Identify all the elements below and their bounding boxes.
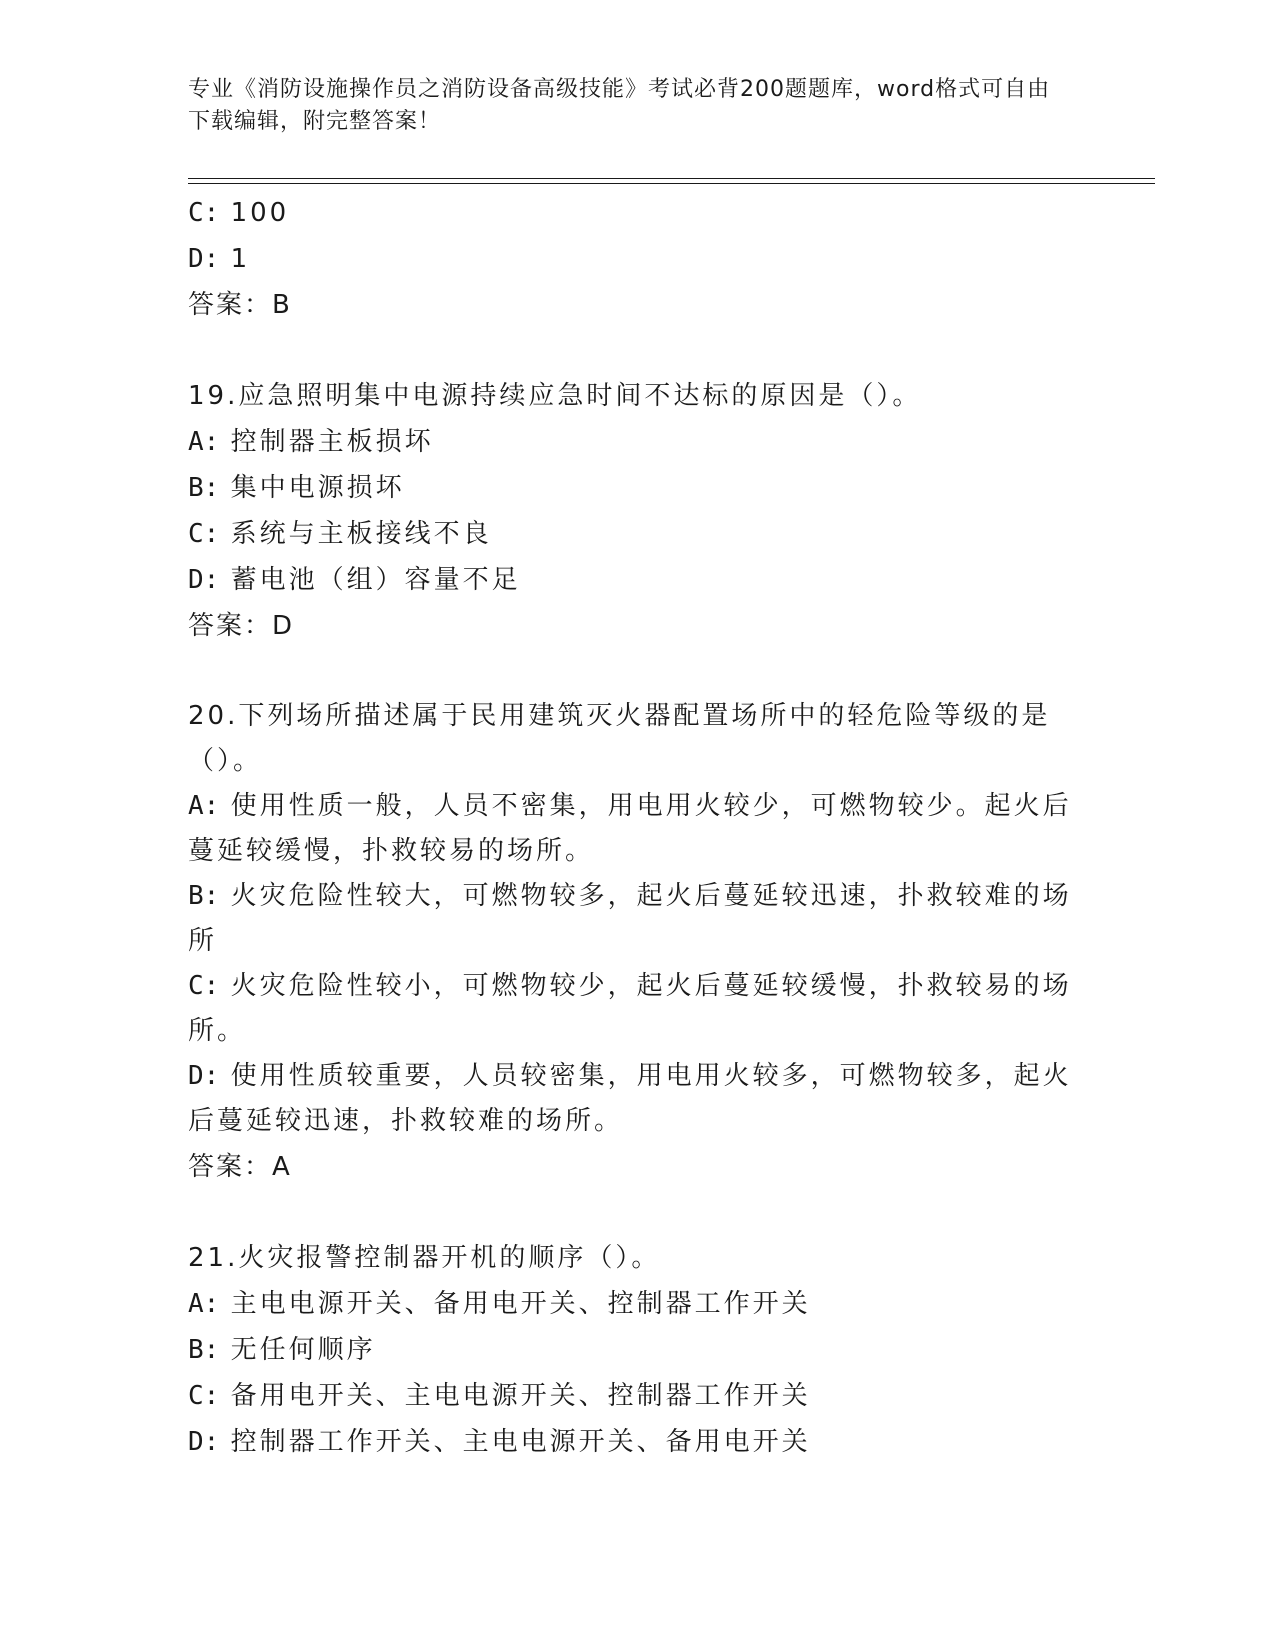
option-key: B: <box>188 1335 220 1365</box>
option-key: D: <box>188 244 220 274</box>
option-key: A: <box>188 1289 220 1319</box>
option-text: 1 <box>230 244 251 274</box>
option-key: B: <box>188 881 220 911</box>
option-key: D: <box>188 1427 220 1457</box>
option-key: C: <box>188 198 220 228</box>
option-key: B: <box>188 473 220 503</box>
option-key: C: <box>188 971 220 1001</box>
option-line <box>188 236 1088 282</box>
option-text: 使用性质一般，人员不密集，用电用火较少，可燃物较少。起火后蔓延较缓慢，扑救较易的场所。 <box>188 791 1072 866</box>
option-line <box>188 557 1088 603</box>
option-text: 集中电源损坏 <box>230 473 405 503</box>
question-stem: 21.火灾报警控制器开机的顺序（）。 <box>188 1243 661 1273</box>
answer-value: D <box>272 611 295 641</box>
question-stem: 20.下列场所描述属于民用建筑灭火器配置场所中的轻危险等级的是（）。 <box>188 701 1051 776</box>
option-text: 火灾危险性较小，可燃物较少，起火后蔓延较缓慢，扑救较易的场所。 <box>188 971 1072 1046</box>
option-text: 无任何顺序 <box>230 1335 376 1365</box>
option-line <box>188 1419 1088 1465</box>
option-line <box>188 784 1088 874</box>
option-key: A: <box>188 427 220 457</box>
option-text: 控制器工作开关、主电电源开关、备用电开关 <box>230 1427 811 1457</box>
option-line <box>188 511 1088 557</box>
option-text: 蓄电池（组）容量不足 <box>230 565 521 595</box>
option-key: A: <box>188 791 220 821</box>
option-key: D: <box>188 1061 220 1091</box>
answer-line <box>188 603 1088 649</box>
answer-line <box>188 1144 1088 1190</box>
option-text: 100 <box>230 198 290 228</box>
document-header: 专业《消防设施操作员之消防设备高级技能》考试必背200题题库，word格式可自由下载编辑，附完整答案！ <box>188 77 1051 134</box>
option-text: 控制器主板损坏 <box>230 427 434 457</box>
answer-value: B <box>272 290 292 320</box>
answer-line <box>188 282 1088 328</box>
option-text: 备用电开关、主电电源开关、控制器工作开关 <box>230 1381 811 1411</box>
option-line <box>188 1281 1088 1327</box>
answer-value: A <box>272 1152 292 1182</box>
option-line <box>188 1054 1088 1144</box>
header-divider-bottom <box>188 183 1155 184</box>
question-content <box>188 190 1088 1465</box>
option-text: 使用性质较重要，人员较密集，用电用火较多，可燃物较多，起火后蔓延较迅速，扑救较难的场所。 <box>188 1061 1072 1136</box>
option-text: 系统与主板接线不良 <box>230 519 492 549</box>
option-line <box>188 190 1088 236</box>
option-key: D: <box>188 565 220 595</box>
option-line <box>188 1327 1088 1373</box>
option-line <box>188 465 1088 511</box>
option-line <box>188 964 1088 1054</box>
answer-label: 答案： <box>188 290 273 320</box>
option-text: 主电电源开关、备用电开关、控制器工作开关 <box>230 1289 811 1319</box>
option-line <box>188 1373 1088 1419</box>
option-text: 火灾危险性较大，可燃物较多，起火后蔓延较迅速，扑救较难的场所 <box>188 881 1072 956</box>
answer-label: 答案： <box>188 611 273 641</box>
option-key: C: <box>188 1381 220 1411</box>
header-divider-top <box>188 178 1155 179</box>
question-stem: 19.应急照明集中电源持续应急时间不达标的原因是（）。 <box>188 381 922 411</box>
answer-label: 答案： <box>188 1152 273 1182</box>
option-line <box>188 874 1088 964</box>
option-line <box>188 419 1088 465</box>
option-key: C: <box>188 519 220 549</box>
